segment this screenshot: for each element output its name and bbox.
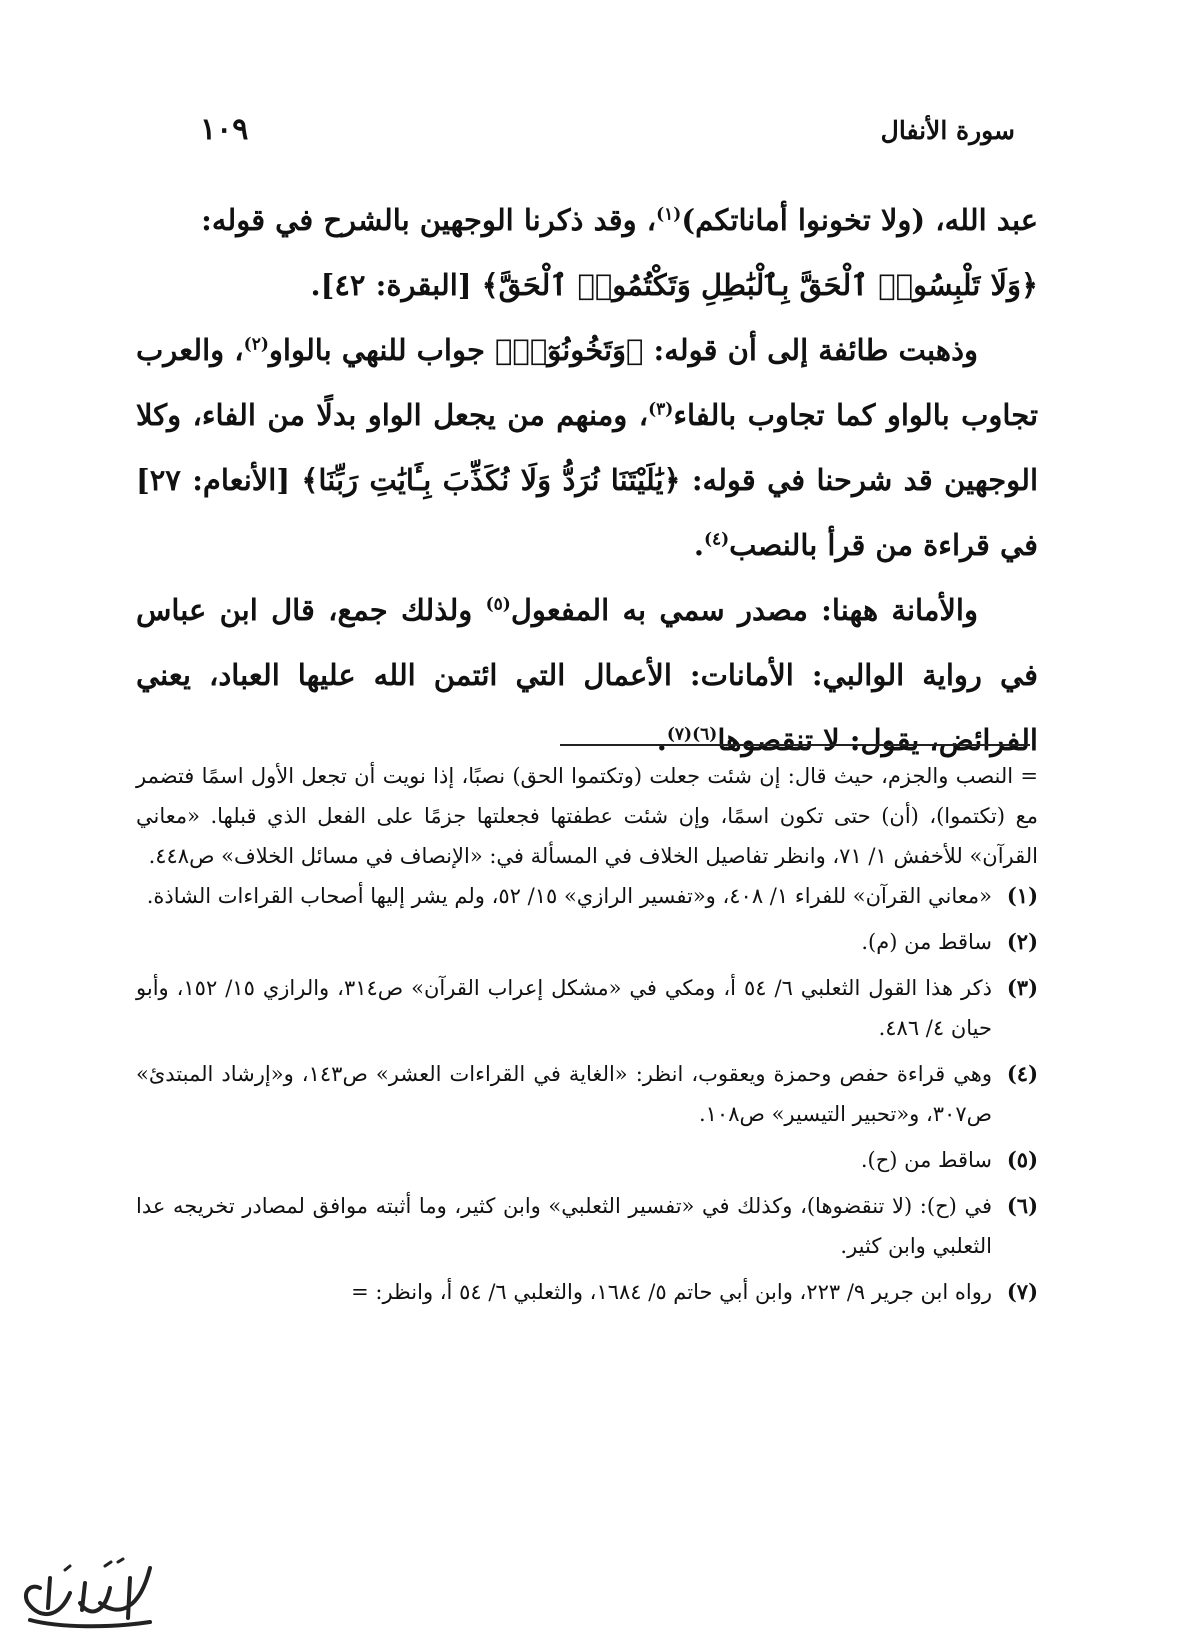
footnote-text: رواه ابن جرير ٩/ ٢٢٣، وابن أبي حاتم ٥/ ١٦٨٤، والثعلبي ٦/ ٥٤ أ، وانظر: = [351,1280,992,1304]
footnote-number: (٧) [1006,1279,1038,1304]
footnote-3 [136,968,1038,1048]
footnote-5 [136,1140,1038,1180]
footnote-continuation: = النصب والجزم، حيث قال: إن شئت جعلت (وتكتموا الحق) نصبًا، إذا نويت أن تجعل الأول اسمًا فتضمر مع (تكتموا)، (أن) حتى تكون اسمًا، وإن شئت عطفتها فجعلتها جزمًا على الفعل الذي قبلها. «معاني القرآن» للأخفش ١/ ٧١، وانظر تفاصيل الخلاف في المسألة في: «الإنصاف في مسائل الخلاف» ص٤٤٨. [136,764,1038,868]
footnote-ref-1: (١) [656,204,682,225]
paragraph-3-b: ولذلك جمع، قال ابن عباس في رواية الوالبي: الأمانات: الأعمال التي ائتمن الله عليها العباد، يعني الفرائض، يقول: لا تنقصوها [136,593,1038,757]
footnote-number: (٦) [1006,1193,1038,1218]
footnote-ref-5: (٥) [485,594,511,615]
footnote-2 [136,922,1038,962]
footnote-number: (٤) [1006,1061,1038,1086]
paragraph-2-c: ، ومنهم من يجعل الواو بدلًا من الفاء، وكلا الوجهين قد شرحنا في قوله: ﴿يَٰلَيْتَنَا نُرَدُّ وَلَا نُكَذِّبَ بِـَٔايَٰتِ رَبِّنَا﴾ [الأنعام: ٢٧] في قراءة من قرأ بالنصب [136,398,1038,562]
paragraph-1 [136,188,1038,318]
footnote-ref-6-7: (٦)(٧) [666,724,718,745]
footnote-text: ساقط من (ح). [860,1148,992,1172]
footnote-divider [560,744,1030,746]
footnote-1 [136,876,1038,916]
footnote-text: في (ح): (لا تنقضوها)، وكذلك في «تفسير الثعلبي» وابن كثير، وما أثبته موافق لمصادر تخريجه عدا الثعلبي وابن كثير. [136,1194,992,1258]
surah-title: سورة الأنفال [880,116,1015,145]
footnote-6 [136,1186,1038,1266]
footnote-text: ذكر هذا القول الثعلبي ٦/ ٥٤ أ، ومكي في «مشكل إعراب القرآن» ص٣١٤، والرازي ١٥/ ١٥٢، وأبو حيان ٤/ ٤٨٦. [136,976,992,1040]
footnotes [136,756,1038,1318]
footnote-text: «معاني القرآن» للفراء ١/ ٤٠٨، و«تفسير الرازي» ١٥/ ٥٢، ولم يشر إليها أصحاب القراءات الشاذة. [146,884,992,908]
footnote-number: (١) [1006,883,1038,908]
footnote-number: (٣) [1006,975,1038,1000]
footnote-text: وهي قراءة حفص وحمزة ويعقوب، انظر: «الغاية في القراءات العشر» ص١٤٣، و«إرشاد المبتدئ» ص٣٠٧، و«تحبير التيسير» ص١٠٨. [136,1062,992,1126]
paragraph-1-line-1: عبد الله، (ولا تخونوا أماناتكم) [681,203,1038,237]
footnote-ref-4: (٤) [703,529,730,550]
page-header [200,112,1015,152]
calligraphy-watermark-logo [10,1548,160,1638]
paragraph-2 [136,318,1038,578]
footnote-number: (٥) [1006,1147,1038,1172]
page-number: ١٠٩ [200,112,249,147]
footnote-ref-3: (٣) [648,399,674,420]
paragraph-3-a: والأمانة ههنا: مصدر سمي به المفعول [510,593,978,627]
paragraph-3-end: . [656,723,667,757]
footnote-7 [136,1272,1038,1312]
footnote-number: (٢) [1006,929,1038,954]
paragraph-2-b: ، والعرب تجاوب بالواو كما تجاوب بالفاء [136,333,1039,432]
footnote-text: ساقط من (م). [861,930,992,954]
quran-quote-baqarah: ﴿وَلَا تَلْبِسُوا۟ ٱلْحَقَّ بِٱلْبَٰطِلِ وَتَكْتُمُوا۟ ٱلْحَقَّ﴾ [البقرة: ٤٢]. [310,268,1038,302]
paragraph-1-line-1b: ، وقد ذكرنا الوجهين بالشرح في قوله: [201,203,657,237]
main-text [136,188,1038,773]
paragraph-2-end: . [693,528,704,562]
footnote-ref-2: (٢) [243,334,269,355]
paragraph-2-a: وذهبت طائفة إلى أن قوله: ﴿وَتَخُونُوٓا۟﴾ جواب للنهي بالواو [268,333,978,367]
footnote-4 [136,1054,1038,1134]
